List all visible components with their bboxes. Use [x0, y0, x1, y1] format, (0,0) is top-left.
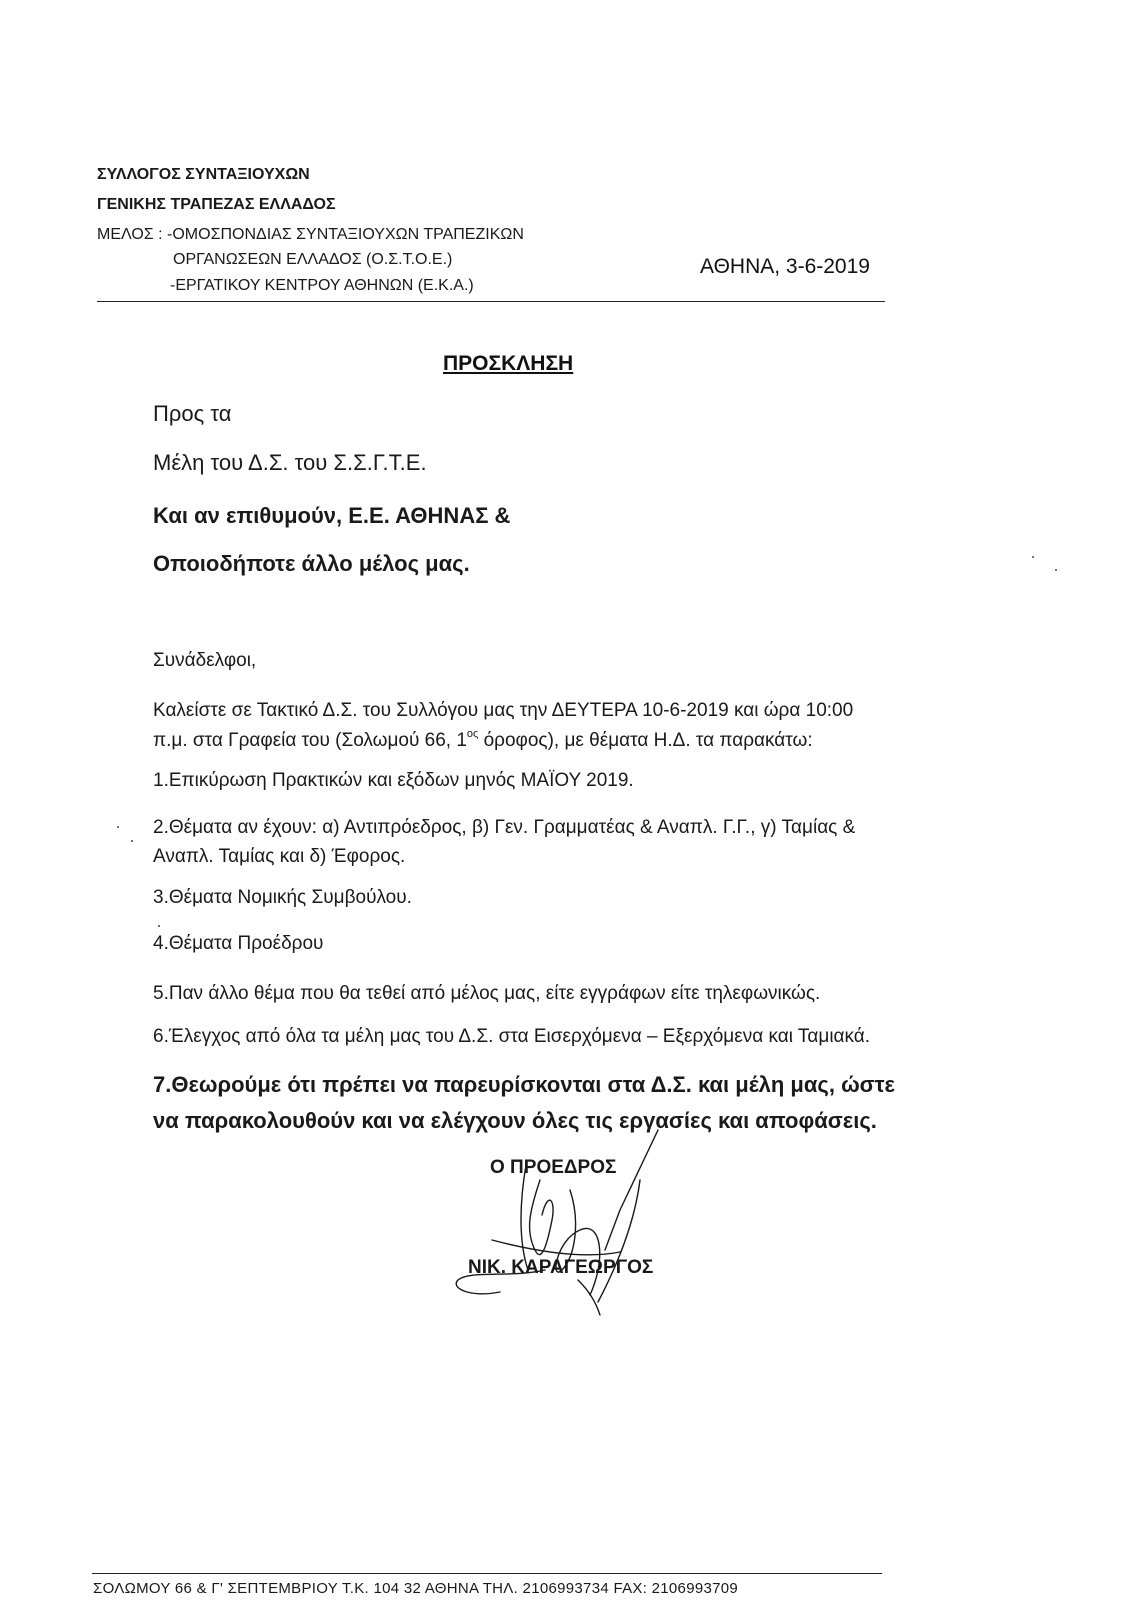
signatory-role: Ο ΠΡΟΕΔΡΟΣ	[490, 1157, 617, 1178]
greeting: Συνάδελφοι,	[153, 650, 257, 671]
footer-address: ΣΟΛΩΜΟΥ 66 & Γ' ΣΕΠΤΕΜΒΡΙΟΥ Τ.Κ. 104 32 ΑΘΗΝΑ ΤΗΛ. 2106993734 FAX: 2106993709	[93, 1580, 739, 1597]
intro-line2: π.μ. στα Γραφεία του (Σολωμού 66, $1^{o\varsigma}$ όροφος), με θέματα Η.Δ. τα παρακάτω:	[153, 728, 813, 751]
recipients-line3: Και αν επιθυμούν, Ε.Ε. ΑΘΗΝΑΣ &	[153, 503, 511, 528]
agenda-item-1: 1.Επικύρωση Πρακτικών και εξόδων μηνός ΜΑΪΟΥ 2019.	[153, 770, 634, 791]
footer-divider	[92, 1573, 882, 1574]
scan-speck	[1055, 569, 1057, 571]
membership-line1: ΜΕΛΟΣ : -ΟΜΟΣΠΟΝΔΙΑΣ ΣΥΝΤΑΞΙΟΥΧΩΝ ΤΡΑΠΕΖΙΚΩΝ	[97, 226, 524, 243]
org-name-line2: ΓΕΝΙΚΗΣ ΤΡΑΠΕΖΑΣ ΕΛΛΑΔΟΣ	[97, 196, 336, 213]
agenda-item-2-line2: Αναπλ. Ταμίας και δ) Έφορος.	[153, 846, 406, 867]
agenda-item-4: 4.Θέματα Προέδρου	[153, 933, 324, 954]
scan-speck	[117, 826, 119, 828]
agenda-item-5: 5.Παν άλλο θέμα που θα τεθεί από μέλος μας, είτε εγγράφων είτε τηλεφωνικώς.	[153, 983, 821, 1004]
recipients-line1: Προς τα	[153, 401, 232, 426]
org-name-line1: ΣΥΛΛΟΓΟΣ ΣΥΝΤΑΞΙΟΥΧΩΝ	[97, 166, 310, 183]
agenda-item-7-line1: 7.Θεωρούμε ότι πρέπει να παρευρίσκονται στα Δ.Σ. και μέλη μας, ώστε	[153, 1072, 895, 1097]
agenda-item-7-line2: να παρακολουθούν και να ελέγχουν όλες τις εργασίες και αποφάσεις.	[153, 1108, 877, 1133]
membership-line3: -ΕΡΓΑΤΙΚΟΥ ΚΕΝΤΡΟΥ ΑΘΗΝΩΝ (Ε.Κ.Α.)	[170, 277, 474, 294]
agenda-item-2-line1: 2.Θέματα αν έχουν: α) Αντιπρόεδρος, β) Γεν. Γραμματέας & Αναπλ. Γ.Γ., γ) Ταμίας &	[153, 817, 856, 838]
intro-line1: Καλείστε σε Τακτικό Δ.Σ. του Συλλόγου μας την ΔΕΥΤΕΡΑ 10-6-2019 και ώρα 10:00	[153, 700, 854, 721]
signatory-name: ΝΙΚ. ΚΑΡΑΓΕΩΡΓΟΣ	[468, 1257, 654, 1278]
membership-line2: ΟΡΓΑΝΩΣΕΩΝ ΕΛΛΑΔΟΣ (Ο.Σ.Τ.Ο.Ε.)	[173, 251, 453, 268]
scan-speck	[158, 925, 160, 927]
document-date: ΑΘΗΝΑ, 3-6-2019	[700, 255, 870, 278]
handwritten-signature	[430, 1120, 710, 1330]
scan-speck	[1032, 556, 1034, 558]
agenda-item-6: 6.Έλεγχος από όλα τα μέλη μας του Δ.Σ. στα Εισερχόμενα – Εξερχόμενα και Ταμιακά.	[153, 1026, 871, 1047]
recipients-line4: Οποιοδήποτε άλλο μέλος μας.	[153, 551, 470, 576]
recipients-line2: Μέλη του Δ.Σ. του Σ.Σ.Γ.Τ.Ε.	[153, 450, 427, 475]
agenda-item-3: 3.Θέματα Νομικής Συμβούλου.	[153, 887, 412, 908]
document-title: ΠΡΟΣΚΛΗΣΗ	[443, 352, 574, 375]
header-divider	[97, 301, 885, 302]
scan-speck	[131, 840, 133, 842]
